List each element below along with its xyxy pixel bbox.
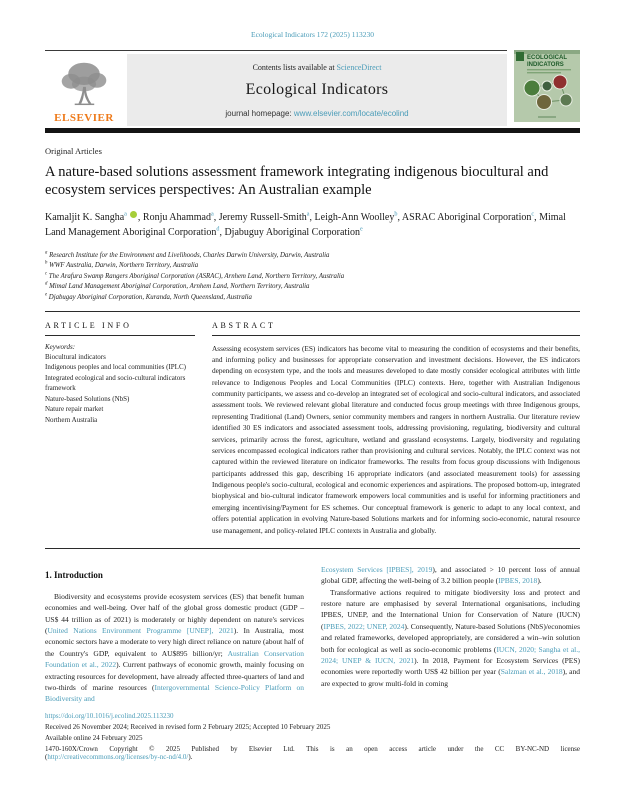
masthead-divider-bar	[45, 128, 580, 133]
intro-paragraph-1: Biodiversity and ecosystems provide ecosystem services (ES) that benefit human economies and well-being. Over half of the global gross domestic product (GDP – US$ 44 trillion as of 2021) is moderately or highly dependent on nature's services (United Nations Environment Programme [UNEP], 2021). In Australia, most economic sectors have a moderate to very high direct reliance on nature (about half of the Country's GDP, equivalent to AU$895 billion/yr; Australian Conservation Foundation et al., 2022). Current pathways of economic growth, mainly focusing on extracting resources for development, have already affected three-quarters of land and two-thirds of marine resources (Intergovernmental Science-Policy Platform on Biodiversity and	[45, 591, 304, 704]
svg-text:INDICATORS: INDICATORS	[527, 62, 564, 68]
journal-cover-thumbnail[interactable]	[514, 50, 580, 122]
copyright-line: 1470-160X/Crown Copyright © 2025 Published by Elsevier Ltd. This is an open access article under the CC BY-NC-ND license	[45, 745, 580, 753]
masthead	[45, 50, 580, 126]
citation-link[interactable]: IPBES, 2022; UNEP, 2024	[323, 621, 405, 631]
doi-link[interactable]: https://doi.org/10.1016/j.ecolind.2025.113230	[45, 712, 174, 720]
elsevier-wordmark: ELSEVIER	[54, 112, 114, 124]
intro-right-column	[321, 564, 580, 705]
affiliation-superscript[interactable]: d	[216, 226, 220, 234]
abstract-text: Assessing ecosystem services (ES) indicators has become vital to measuring the condition of ecosystems and their benefits, and informing policy and businesses for appropriate conservation and investment decisions. However, the ES indicators depending on ecosystem type, and the tools and measures developed to date mostly consider ecological attributes with little relevance to Indigenous Peoples and Local Communities (IPLC) contexts. Here, together with Australian Indigenous community participants, we assess and co-develop an integrated set of ecological and socio-cultural indicators, and associated assessment tools. We reviewed relevant global literature and conducted focus group meetings with three Indigenous groups, representing Traditional (Land) Owners, senior community members and rangers in northern Australia. Our literature review identified 30 ES indicators and associated assessment tools, addressing provisioning, regulating, biodiversity and cultural services, primarily across the forest, agriculture, wetland and grassland ecosystems. Largely, biodiversity and regulating services encompassed ecological indicators rather than provisioning and cultural services. Notably, the IPLC context was not captured within the reviewed literature on indicator frameworks. The results from focus group discussions with Indigenous participants addressed this gap, describing 16 appropriate indicators (and associated measurement tools) for assessing Indigenous people's socio-cultural, ecological and economic experiences and aspirations. The proposed bottom-up, integrated biophysical and bio-cultural indicator framework empowers local communities and is useful for informing practitioners and emerging incentivising/Payment for ES schemes. Our conceptual framework is generic to adapt to any local context, and offers potential application in evolving Nature-based Solutions markets and for informing socio-economic, natural resource use management, and policy-related IPLC contexts in Australia and globally.	[212, 343, 580, 535]
affiliation-item: $^e$ Djabugay Aboriginal Corporation, Kuranda, North Queensland, Australia	[45, 292, 252, 302]
journal-citation: Ecological Indicators 172 (2025) 113230	[250, 30, 375, 39]
elsevier-tree-icon	[56, 59, 112, 111]
affiliation-superscript[interactable]: b	[394, 210, 398, 218]
citation-link[interactable]: United Nations Environment Programme [UNEP], 2021	[47, 626, 234, 636]
affiliation-superscript[interactable]: a	[210, 210, 214, 218]
keyword-item: Nature repair market	[45, 405, 104, 414]
citation-link[interactable]: Intergovernmental Science-Policy Platform on Biodiversity and	[45, 683, 304, 704]
affiliation-list	[45, 251, 580, 304]
svg-text:ECOLOGICAL: ECOLOGICAL	[527, 55, 567, 61]
introduction-section	[45, 564, 580, 705]
keywords-list	[45, 352, 195, 426]
citation-link[interactable]: http://creativecommons.org/licenses/by-nc-nd/4.0/	[47, 753, 189, 761]
sciencedirect-link[interactable]: ScienceDirect	[336, 63, 382, 72]
homepage-line: journal homepage: www.elsevier.com/locate/ecolind	[225, 109, 409, 118]
affiliation-superscript[interactable]: e	[360, 226, 363, 234]
article-info-heading: ARTICLE INFO	[45, 321, 195, 336]
keyword-item: Indigenous peoples and local communities (IPLC)	[45, 363, 186, 372]
license-line: (http://creativecommons.org/licenses/by-nc-nd/4.0/).	[45, 753, 193, 761]
article-title: A nature-based solutions assessment framework integrating indigenous biocultural and ecosystem services perspectives: An Australian example	[45, 163, 549, 199]
affiliation-item: $^d$ Mimal Land Management Aboriginal Corporation, Arnhem Land, Northern Territory, Australia	[45, 282, 310, 291]
keywords-label: Keywords:	[45, 342, 76, 351]
keyword-item: Northern Australia	[45, 415, 98, 424]
contents-line: Contents lists available at ScienceDirect	[252, 63, 382, 72]
info-abstract-section	[45, 311, 580, 549]
first-page-footnote	[45, 712, 580, 761]
affiliation-item: $^b$ WWF Australia, Darwin, Northern Territory, Australia	[45, 261, 199, 270]
citation-link[interactable]: Salzman et al., 2018	[500, 667, 563, 677]
journal-banner	[127, 54, 507, 126]
journal-homepage-link[interactable]: www.elsevier.com/locate/ecolind	[293, 109, 409, 118]
article-info-column	[45, 321, 195, 536]
keyword-item: Nature-based Solutions (NbS)	[45, 394, 130, 403]
available-online: Available online 24 February 2025	[45, 734, 143, 742]
intro-paragraph-1-continued: Ecosystem Services [IPBES], 2019), and associated > 10 percent loss of annual global GDP, affecting the well-being of 3.2 billion people (IPBES, 2018).	[321, 564, 580, 586]
affiliation-superscript[interactable]: a	[306, 210, 310, 218]
elsevier-logo	[45, 54, 127, 126]
citation-link[interactable]: IPBES, 2018	[498, 576, 538, 586]
journal-title: Ecological Indicators	[245, 81, 389, 98]
received-dates: Received 26 November 2024; Received in revised form 2 February 2025; Accepted 10 February 2025	[45, 723, 331, 731]
intro-paragraph-2: Transformative actions required to mitigate biodiversity loss and protect and restore nature are emphasised by several International organisations, including IPBES, UNEP, and the International Union for Conservation of Nature (IUCN) (IPBES, 2022; UNEP, 2024). Consequently, Nature-based Solutions (NbS)/economies and related frameworks, developed appropriately, are considered a win–win solution both for ecological as well as socio-economic problems (IUCN, 2020; Sangha et al., 2024; UNEP & IUCN, 2021). In 2018, Payment for Ecosystem Services (PES) economies were reportedly worth US$ 42 billion per year (Salzman et al., 2018), and are expected to grow multi-fold in coming	[321, 587, 581, 688]
author-list: Kamaljit K. Sangha$^a$ , Ronju Ahammad$^a$, Jeremy Russell-Smith$^a$, Leigh-Ann Woolley$^b$, ASRAC Aboriginal Corporation$^c$, Mimal Land Management Aboriginal Corporation$^d$, Djabuguy Aboriginal Corporation$^e$	[45, 210, 566, 239]
intro-left-column	[45, 564, 304, 705]
orcid-icon[interactable]	[130, 211, 137, 218]
keyword-item: Biocultural indicators	[45, 352, 106, 361]
affiliation-item: $^c$ The Arafura Swamp Rangers Aboriginal Corporation (ASRAC), Arnhem Land, Northern Territory, Australia	[45, 271, 345, 280]
citation-link[interactable]: IUCN, 2020; Sangha et al., 2024; UNEP & IUCN, 2021	[321, 644, 580, 666]
citation-link[interactable]: Australian Conservation Foundation et al., 2022	[45, 648, 304, 670]
keyword-item: Integrated ecological and socio-cultural indicators framework	[45, 373, 186, 393]
article-type-label: Original Articles	[45, 145, 102, 156]
introduction-heading: 1. Introduction	[45, 569, 103, 580]
abstract-column	[212, 321, 580, 536]
affiliation-superscript[interactable]: a	[124, 210, 127, 218]
citation-link[interactable]: Ecosystem Services [IPBES], 2019	[321, 564, 433, 574]
affiliation-item: $^a$ Research Institute for the Environment and Livelihoods, Charles Darwin University, Darwin, Australia	[45, 250, 330, 259]
abstract-heading: ABSTRACT	[212, 321, 580, 336]
affiliation-superscript[interactable]: c	[531, 210, 535, 218]
